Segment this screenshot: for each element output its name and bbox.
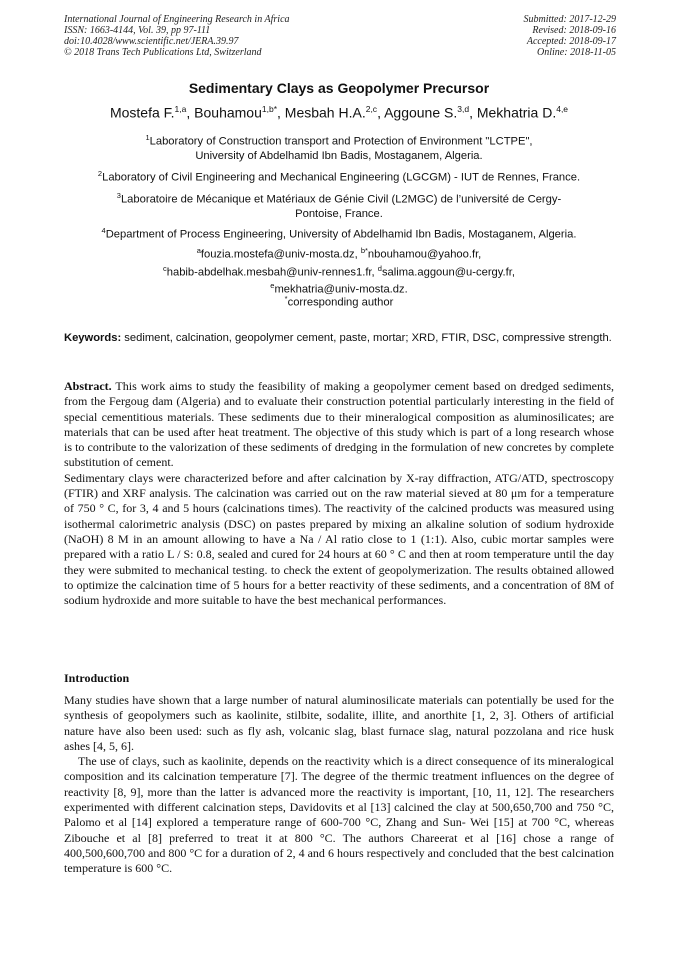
keywords-section <box>64 331 614 345</box>
email-link[interactable]: salima.aggoun@u-cergy.fr, <box>381 266 515 279</box>
author-name: Aggoune S. <box>384 104 458 121</box>
author-name: Mesbah H.A. <box>284 104 366 121</box>
author-superscript: 1,a <box>174 104 187 114</box>
abstract-paragraph-1 <box>64 379 614 471</box>
email-link[interactable]: mekhatria@univ-mosta.dz. <box>274 284 408 297</box>
author-name: Bouhamou <box>194 104 262 121</box>
paper-title: Sedimentary Clays as Geopolymer Precursor <box>188 80 490 96</box>
email-superscript: d <box>377 263 382 273</box>
affiliation-4 <box>60 224 618 242</box>
affiliation-number: 1 <box>145 133 150 142</box>
affiliation-number: 4 <box>101 226 106 235</box>
email-list <box>60 244 618 297</box>
introduction-paragraph-2: The use of clays, such as kaolinite, depends on the reactivity which is a direct consequence of its mineralogical composition and its calcination temperature [7]. The degree of the thermic treatment influences on the degree of reactivity [8, 9], more than the latter is advanced more the reactivity is important, [10, 11, 12]. The researchers experimented with different calcination steps, Davidovits et al [13] calcined the clay at 500,650,700 and 750 °C, Palomo et al [14] explored a temperature range of 600-700 °C, Zhang and Sun- Wei [15] at 700 °C, whereas Zibouche et al [8] preferred to treat it at 800 °C. The authors Chareerat et al [16] chose a range of 400,500,600,700 and 800 °C for a duration of 2, 4 and 6 hours respectively and concluded that the best calcination temperature is 600 °C. <box>64 754 614 876</box>
abstract-label: Abstract. <box>64 379 112 393</box>
affiliation-text: Pontoise, France. <box>295 207 383 220</box>
author-superscript: 3,d <box>457 104 470 114</box>
corresponding-author-note <box>60 294 618 309</box>
email-superscript: a <box>196 246 201 255</box>
introduction-heading: Introduction <box>64 671 130 685</box>
affiliation-text: Laboratoire de Mécanique et Matériaux de Génie Civil (L2MGC) de l’université de Cergy- <box>120 193 562 206</box>
abstract-text: This work aims to study the feasibility of making a geopolymer cement based on dredged sediments, from the Fergoug dam (Algeria) and to evaluate their construction potential particularly interesting in the field of special cementitious materials. These sediments due to their mineralogical composition as aluminosilicates; are materials that can be used after heat treatment. The objective of this study which is part of a long research whose is to contribute to the valorization of these sediments of dredging in the formulation of new concretes by complete substitution of cement. <box>64 379 614 470</box>
introduction-paragraph-1: Many studies have shown that a large number of natural aluminosilicate materials can potentially be used for the synthesis of geopolymers such as kaolinite, stilbite, sodalite, illite, and anorthite [1, 2, 3]. Others of artificial nature have also been used: such as fly ash, volcanic slag, blast furnace slag, natural pozzolana and rice husk ashes [4, 5, 6]. <box>64 693 614 753</box>
email-link[interactable]: habib-abdelhak.mesbah@univ-rennes1.fr, <box>166 266 378 279</box>
keywords-label: Keywords: <box>64 332 122 344</box>
corresponding-marker: * <box>284 294 288 303</box>
online-date: Online: 2018-11-05 <box>537 47 616 58</box>
author-separator: , <box>186 104 195 121</box>
affiliation-3 <box>60 189 618 221</box>
email-superscript: e <box>270 281 275 291</box>
corresponding-text: corresponding author <box>287 296 394 309</box>
accepted-date: Accepted: 2018-09-17 <box>526 36 616 47</box>
affiliation-number: 2 <box>97 169 103 178</box>
affiliation-text: University of Abdelhamid Ibn Badis, Mostaganem, Algeria. <box>195 149 483 162</box>
keywords-text: sediment, calcination, geopolymer cement, paste, mortar; XRD, FTIR, DSC, compressive strength. <box>121 332 612 344</box>
author-separator: , <box>377 104 385 121</box>
abstract-section <box>64 379 614 608</box>
email-link[interactable]: nbouhamou@yahoo.fr, <box>367 248 482 261</box>
email-superscript: b* <box>360 246 368 255</box>
abstract-paragraph-2: Sedimentary clays were characterized before and after calcination by X-ray diffraction, ATG/ATD, spectroscopy (FTIR) and XRF analysis. The calcination was carried out on the raw material sieved at 80 μm for a temperature of 750 ° C, for 3, 4 and 5 hours (calcinations times). The reactivity of the calcined products was measured using isothermal calorimetric analysis (DSC) on pastes prepared by mixing an alkaline solution of sodium hydroxide (NaOH) 8 M in an amount allowing to have a Na / Al ratio close to 1 (1:1). Also, cubic mortar samples were prepared with a ratio L / S: 0.8, sealed and cured for 24 hours at 60 ° C and then at room temperature until the day they were submited to mechanical testing. to check the extent of geopolymerization. The results obtained allowed to optimize the calcination time of 5 hours for a better reactivity of these sediments, and a concentration of 8M of sodium hydroxide and more suitable to have the best mechanical performances. <box>64 470 614 608</box>
affiliation-2 <box>60 167 618 185</box>
author-name: Mostefa F. <box>109 104 175 121</box>
affiliation-text: Laboratory of Construction transport and Protection of Environment "LCTPE", <box>149 135 533 148</box>
journal-name: International Journal of Engineering Research in Africa <box>64 14 290 25</box>
email-link[interactable]: fouzia.mostefa@univ-mosta.dz, <box>200 248 361 261</box>
doi-link[interactable]: doi:10.4028/www.scientific.net/JERA.39.97 <box>64 36 239 47</box>
author-superscript: 4,e <box>556 104 569 114</box>
email-superscript: c <box>163 263 167 273</box>
author-name: Mekhatria D. <box>476 104 557 121</box>
author-separator: , <box>469 104 477 121</box>
journal-header-left <box>64 14 290 58</box>
author-separator: , <box>277 104 285 121</box>
submitted-date: Submitted: 2017-12-29 <box>523 14 616 25</box>
affiliation-1 <box>60 131 618 163</box>
author-superscript: 2,c <box>365 104 378 114</box>
journal-header-right <box>524 14 617 58</box>
author-superscript: 1,b* <box>261 104 277 114</box>
copyright-notice: © 2018 Trans Tech Publications Ltd, Switzerland <box>64 47 262 58</box>
introduction-section <box>64 693 614 877</box>
affiliation-text: Laboratory of Civil Engineering and Mechanical Engineering (LGCGM) - IUT de Rennes, France. <box>102 171 581 184</box>
author-list <box>0 104 678 121</box>
issn-volume: ISSN: 1663-4144, Vol. 39, pp 97-111 <box>64 25 211 36</box>
revised-date: Revised: 2018-09-16 <box>532 25 616 36</box>
affiliation-number: 3 <box>116 191 121 200</box>
affiliation-text: Department of Process Engineering, University of Abdelhamid Ibn Badis, Mostaganem, Algeria. <box>105 228 577 241</box>
